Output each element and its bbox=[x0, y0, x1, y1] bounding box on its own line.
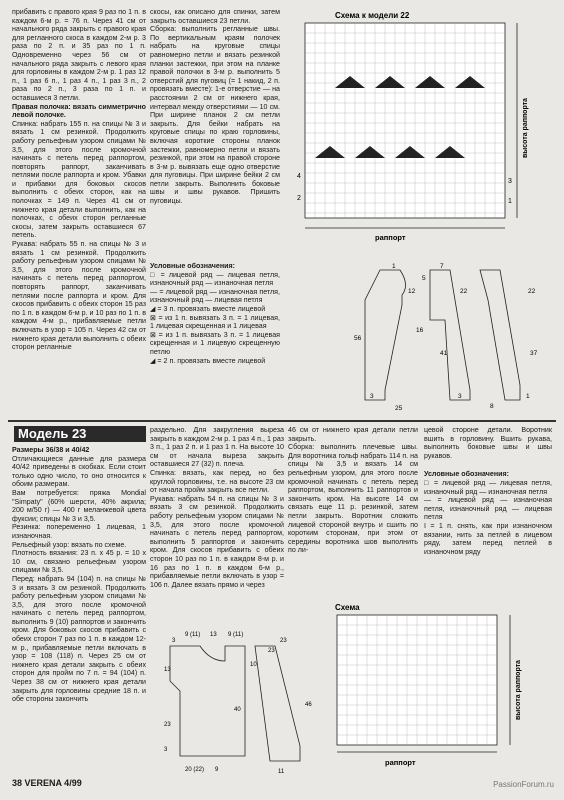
dim-label: 3 bbox=[172, 638, 176, 644]
dim-label: 11 bbox=[278, 769, 285, 775]
dim-label: 3 bbox=[164, 747, 168, 753]
legend-item: — = лицевой ряд — изнаночная петля, изнаночный ряд — лицевая петля bbox=[150, 287, 280, 305]
dim-label: 41 bbox=[440, 350, 448, 357]
rapport-label: раппорт bbox=[375, 233, 406, 242]
dim-label: 13 bbox=[210, 632, 217, 638]
paragraph: 46 см от нижнего края детали петли закрыть. bbox=[288, 426, 418, 443]
rapport-height-label: высота раппорта bbox=[522, 98, 529, 158]
dim-label: 12 bbox=[408, 288, 416, 295]
dim-label: 10 bbox=[250, 662, 257, 668]
scheme-model-23 bbox=[325, 600, 550, 775]
paragraph: Спинка: набрать 155 п. на спицы № 3 и вязать 1 см резинкой. Продолжить работу рельефным узором спицами № 3,5, для этого после кромочной начинать с петель перед раппортом, повторять раппорт, заканчивать петлями после раппорта и кром. Убавки и прибавки для боковых скосов выполнить с обеих сторон, как на полочках = 149 п. Через 41 см от нижнего края детали выполнить, как на полочках, с обеих сторон регланные скосы, затем закрыть оставшиеся 67 петель. bbox=[12, 119, 146, 240]
dim-label: 1 bbox=[392, 263, 396, 270]
paragraph: Рельефный узор: вязать по схеме. bbox=[12, 540, 127, 549]
dim-label: 23 bbox=[268, 648, 275, 654]
paragraph: прибавить с правого края 9 раз по 1 п. в каждом 6-м р. = 76 п. Через 41 см от начального ряда закрыть с правого края для регланного скоса в каждом 2-м р. 3 раза по 2 п. и 35 раз по 1 п. Одновременно через 56 см от начального ряда закрыть с левого края для горловины в каждом 2-м р. 1 раз 12 п., 1 раз 6 п., 1 раз 4 п., 1 раз 3 п., 2 раза по 2 п., 3 раза по 1 п. и оставшиеся 3 петли. bbox=[12, 8, 146, 102]
rapport-height-label: высота раппорта bbox=[515, 660, 522, 720]
dim-label: 56 bbox=[354, 335, 362, 342]
dim-label: 7 bbox=[440, 263, 444, 270]
row-label: 2 bbox=[297, 195, 301, 202]
dim-label: 23 bbox=[280, 638, 287, 644]
paragraph: Спинка: вязать, как перед, но без круглой горловины, т.е. на высоте 23 см от начала пройм закрыть все петли. bbox=[150, 468, 284, 495]
model-col1 bbox=[12, 446, 146, 774]
legend-item: □ = лицевой ряд — лицевая петля, изнаночный ряд — изнаночная петля bbox=[150, 270, 280, 288]
legend-title: Условные обозначения: bbox=[150, 262, 236, 270]
paragraph: Вам потребуется: пряжа Mondial "Simpaty" (60% шерсти, 40% акрила; 200 м/50 г) — 400 г меланжевой цвета фуксии; спицы № 3 и 3,5. bbox=[12, 488, 146, 523]
dim-label: 5 bbox=[422, 275, 426, 282]
dim-label: 8 bbox=[490, 403, 494, 410]
legend-item: ⊠ = из 1 п. вывязать 3 п. = 1 лицевая скрещенная и 1 лицевую скрещенную петлю bbox=[150, 330, 280, 356]
model-col3 bbox=[288, 426, 418, 591]
dim-label: 46 bbox=[305, 702, 312, 708]
dim-label: 23 bbox=[164, 722, 171, 728]
paragraph: цевой стороне детали. Воротник вшить в горловину. Вшить рукава, выполнить боковые швы и швы рукавов. bbox=[424, 426, 552, 460]
watermark: PassionForum.ru bbox=[493, 780, 554, 789]
row-label: 3 bbox=[508, 178, 512, 185]
scheme-model-22 bbox=[295, 8, 545, 253]
legend-title: Условные обозначения: bbox=[424, 470, 510, 479]
row-label: 4 bbox=[297, 173, 301, 180]
dim-label: 1 bbox=[526, 393, 530, 400]
legend-item: ⊠ = из 1 п. вывязать 3 п. = 1 лицевая, 1 лицевая скрещенная и 1 лицевая bbox=[150, 313, 280, 331]
scheme-title: Схема bbox=[335, 603, 360, 612]
legend-item: ◢ = 3 п. провязать вместе лицевой bbox=[150, 304, 266, 313]
dim-label: 22 bbox=[528, 288, 536, 295]
model-col2 bbox=[150, 426, 284, 622]
dim-label: 9 bbox=[215, 767, 219, 773]
paragraph: раздельно. Для закругления выреза закрыть в каждом 2-м р. 1 раз 4 п., 1 раз 3 п., 1 раз 2 п. и 1 раз 1 п. На высоте 10 см от начала выреза закрыть оставшиеся 27 (32) п. плеча. bbox=[150, 426, 284, 469]
dim-label: 22 bbox=[460, 288, 468, 295]
scheme-title: Схема к модели 22 bbox=[335, 11, 410, 20]
dim-label: 3 bbox=[458, 393, 462, 400]
page-footer: 38 VERENA 4/99 bbox=[12, 778, 82, 788]
row-label: 1 bbox=[508, 198, 512, 205]
model-title: Модель 23 bbox=[14, 426, 146, 442]
paragraph: Отличающиеся данные для размера 40/42 приведены в скобках. Если стоит только одно число, то оно относится к обоим размерам. bbox=[12, 454, 146, 489]
dim-label: 25 bbox=[395, 405, 403, 412]
model-col4 bbox=[424, 426, 552, 596]
dim-label: 9 (11) bbox=[228, 632, 244, 638]
legend-item: ◢ = 2 п. провязать вместе лицевой bbox=[150, 356, 266, 365]
legend-item: □ = лицевой ряд — лицевая петля, изнаночный ряд — изнаночная петля bbox=[424, 478, 552, 496]
pattern-diagram-23 bbox=[150, 626, 322, 776]
dim-label: 13 bbox=[164, 667, 171, 673]
dim-label: 16 bbox=[416, 327, 424, 334]
paragraph: Перед: набрать 94 (104) п. на спицы № 3 и вязать 3 см резинкой. Продолжить работу рельефным узором спицами № 3,5, для этого после кромочной начинать с петель перед раппортом, выполнить 9 (10) раппортов и закончить кром. Для боковых скосов прибавить с обеих сторон 7 раз по 1 п. в каждом 12-м р., прибавляемые петли включать в узор = 108 (118) п. Через 25 см от нижнего края детали закрыть с обеих сторон для пройм по 7 п. = 94 (104) п. Через 38 см от нижнего края детали закрыть для горловины средние 18 п. и обе стороны закончить bbox=[12, 574, 146, 704]
paragraph: Резинка: попеременно 1 лицевая, 1 изнаночная. bbox=[12, 523, 146, 540]
paragraph: Правая полочка: вязать симметрично левой полочке. bbox=[12, 102, 146, 120]
section-divider bbox=[8, 420, 556, 422]
rapport-label: раппорт bbox=[385, 758, 416, 767]
dim-label: 20 (22) bbox=[185, 767, 205, 773]
pattern-diagram-22 bbox=[340, 260, 550, 415]
paragraph: Рукава: набрать 55 п. на спицы № 3 и вязать 1 см резинкой. Продолжить работу рельефным узором спицами № 3,5, для этого после кромочной начинать с петель перед раппортом, повторять раппорт, заканчивать петлями после раппорта и кром. Для скосов прибавить с обеих сторон 15 раз по 1 п. в каждом 6-м р. и 10 раз по 1 п. в каждом 4-м р., прибавляемые петли включать в узор = 105 п. Через 42 см от нижнего края детали выполнить с обеих сторон регланные bbox=[12, 240, 146, 352]
paragraph: Сборка: выполнить плечевые швы. Для воротника гольф набрать 114 п. на спицы № 3,5 и вязать 14 см рельефным узором, для этого после кромочной начинать с петель перед раппортом, выполнить 11 раппортов и закончить кром. На высоте 14 см связать еще 11 р. резинкой, затем петли закрыть. Воротник сложить лицевой стороной внутрь и сшить по коротким сторонам, при этом от середины воротника шов выполнить по ли- bbox=[288, 443, 418, 555]
dim-label: 37 bbox=[530, 350, 538, 357]
paragraph: Плотность вязания: 23 п. x 45 р. = 10 x 10 см, связано рельефным узором спицами № 3,5. bbox=[12, 549, 146, 575]
paragraph: Рукава: набрать 54 п. на спицы № 3 и вязать 3 см резинкой. Продолжить работу рельефным узором спицами № 3,5, для этого после кромочной начинать с петель перед раппортом, выполнить 5 раппортов и закончить кром. Для скосов прибавить с обеих сторон 10 раз по 1 п. в каждом 8-м р. и 16 раз по 1 п. в каждом 6-м р., прибавляемые петли включать в узор = 106 п. Далее вязать прямо и через bbox=[150, 494, 284, 589]
dim-label: 40 bbox=[234, 707, 241, 713]
paragraph: скосы, как описано для спинки, затем закрыть оставшиеся 23 петли. bbox=[150, 8, 280, 25]
top-text-col2 bbox=[150, 8, 280, 258]
legend-item: I = 1 п. снять, как при изнаночном вязании, нить за петлей в лицевом ряду, затем перед петлей в изнаночном ряду bbox=[424, 521, 552, 556]
sizes: Размеры 36/38 и 40/42 bbox=[12, 446, 90, 454]
top-legend bbox=[150, 262, 280, 412]
dim-label: 9 (11) bbox=[185, 632, 201, 638]
dim-label: 3 bbox=[370, 393, 374, 400]
paragraph: Сборка: выполнить регланные швы. По вертикальным краям полочек набрать на круговые спицы равномерно петли и вязать резинкой планки застежки, при этом на планке правой полочки в 3-м р. выполнить 5 отверстий для пуговиц (= 1 накид, 2 п. провязать вместе): 1-е отверстие — на расстоянии 2 см от нижнего края, интервал между отверстиями — 10 см. При ширине планок 2 см петли закрыть. Для бейки набрать на круговые спицы по краю горловины, включая короткие стороны планок застежки, равномерно петли и вязать резинкой, при этом на правой стороне в 3-м р. вывязать еще одно отверстие для пуговицы. При ширине бейки 2 см петли закрыть. Выполнить боковые швы и швы рукавов. Пришить пуговицы. bbox=[150, 25, 280, 206]
legend-item: — = лицевой ряд — изнаночная петля, изнаночный ряд — лицевая петля bbox=[424, 496, 552, 522]
top-text-col1 bbox=[12, 8, 146, 416]
